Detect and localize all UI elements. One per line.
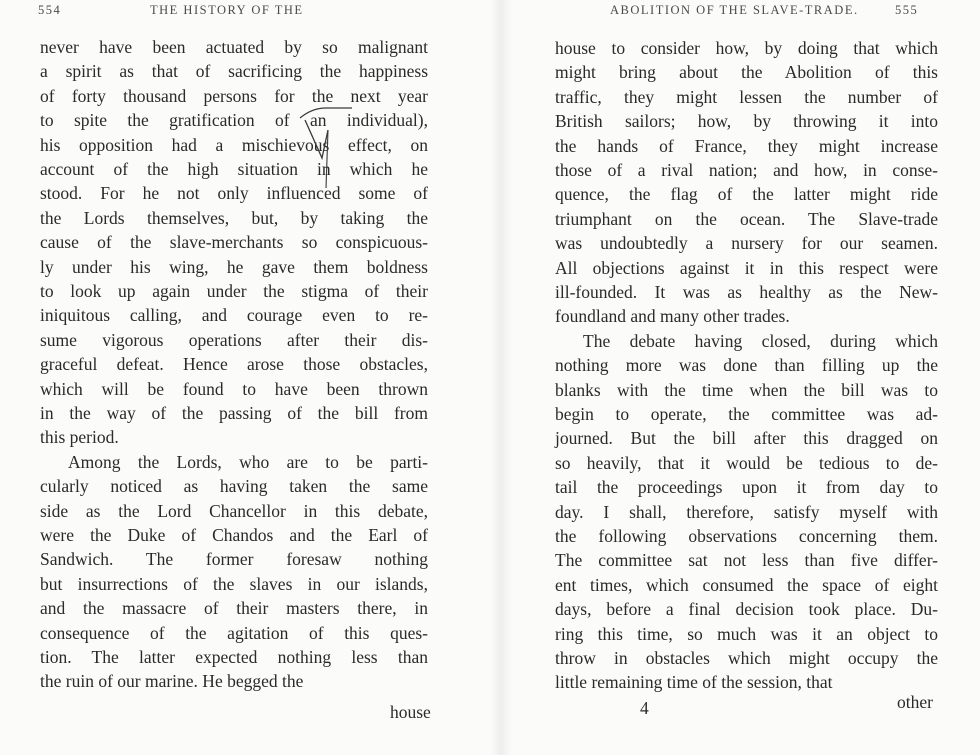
text-line: graceful defeat. Hence arose those obstacles,	[40, 354, 428, 375]
text-line: but insurrections of the slaves in our islands,	[40, 573, 428, 594]
text-line: foundland and many other trades.	[555, 306, 790, 327]
left-catchword: house	[390, 702, 431, 722]
text-line: were the Duke of Chandos and the Earl of	[40, 525, 428, 545]
text-line: All objections against it in this respect were	[555, 257, 938, 278]
text-line: triumphant on the ocean. The Slave-trade	[555, 208, 938, 229]
text-line: the following observations concerning them.	[555, 526, 938, 546]
text-line: Sandwich. The former foresaw nothing	[40, 549, 428, 570]
text-line: Among the Lords, who are to be parti-	[68, 451, 428, 472]
text-line: day. I shall, therefore, satisfy myself with	[555, 501, 938, 522]
text-line: this period.	[40, 427, 119, 448]
text-line: stood. For he not only influenced some of	[40, 183, 428, 204]
text-line: which will be found to have been thrown	[40, 378, 428, 399]
right-page	[505, 0, 980, 755]
text-line: iniquitous calling, and courage even to re-	[40, 305, 428, 326]
text-line: to spite the gratification of an individual),	[40, 110, 428, 131]
text-line: tion. The latter expected nothing less than	[40, 647, 428, 667]
text-line: in the way of the passing of the bill from	[40, 403, 428, 423]
text-line: The committee sat not less than five differ-	[555, 550, 938, 571]
text-line: account of the high situation in which he	[40, 159, 428, 179]
text-line: his opposition had a mischievous effect, on	[40, 134, 428, 155]
text-line: cause of the slave-merchants so conspicuous-	[40, 232, 428, 253]
text-line: throw in obstacles which might occupy the	[555, 648, 938, 668]
text-line: and the massacre of their masters there, in	[40, 598, 428, 619]
text-line: the hands of France, they might increase	[555, 135, 938, 156]
right-page-number: 555	[895, 3, 919, 17]
text-line: those of a rival nation; and how, in conse-	[555, 160, 938, 180]
text-line: The debate having closed, during which	[583, 330, 938, 351]
text-line: traffic, they might lessen the number of	[555, 86, 938, 107]
text-line: nothing more was done than filling up the	[555, 355, 938, 376]
text-line: tail the proceedings upon it from day to	[555, 477, 938, 498]
text-line: to look up again under the stigma of their	[40, 281, 428, 301]
left-page-number: 554	[38, 3, 62, 17]
text-line: ring this time, so much was it an object to	[555, 623, 938, 644]
right-running-head: ABOLITION OF THE SLAVE-TRADE.	[610, 3, 859, 17]
text-line: of forty thousand persons for the next year	[40, 85, 428, 106]
text-line: side as the Lord Chancellor in this debate,	[40, 500, 428, 521]
signature-mark: 4	[640, 698, 649, 718]
text-line: quence, the flag of the latter might ride	[555, 184, 938, 205]
text-line: sume vigorous operations after their dis-	[40, 329, 428, 350]
text-line: British sailors; how, by throwing it into	[555, 111, 938, 132]
left-running-head: THE HISTORY OF THE	[150, 3, 304, 17]
text-line: consequence of the agitation of this ques-	[40, 622, 428, 643]
text-line: ly under his wing, he gave them boldness	[40, 256, 428, 277]
text-line: little remaining time of the session, that	[555, 672, 833, 693]
text-line: the Lords themselves, but, by taking the	[40, 207, 428, 228]
right-catchword: other	[897, 692, 933, 712]
text-line: begin to operate, the committee was ad-	[555, 404, 938, 424]
text-line: ent times, which consumed the space of eight	[555, 574, 938, 595]
text-line: house to consider how, by doing that which	[555, 38, 938, 58]
text-line: days, before a final decision took place. Du-	[555, 599, 938, 620]
text-line: a spirit as that of sacrificing the happiness	[40, 61, 428, 82]
text-line: the ruin of our marine. He begged the	[40, 671, 304, 692]
text-line: might bring about the Abolition of this	[555, 62, 938, 83]
text-line: so heavily, that it would be tedious to de-	[555, 452, 938, 473]
text-line: ill-founded. It was as healthy as the New-	[555, 282, 938, 302]
text-line: cularly noticed as having taken the same	[40, 476, 428, 497]
text-line: journed. But the bill after this dragged on	[555, 428, 938, 449]
text-line: was undoubtedly a nursery for our seamen.	[555, 233, 938, 254]
text-line: never have been actuated by so malignant	[40, 37, 428, 57]
text-line: blanks with the time when the bill was to	[555, 379, 938, 400]
